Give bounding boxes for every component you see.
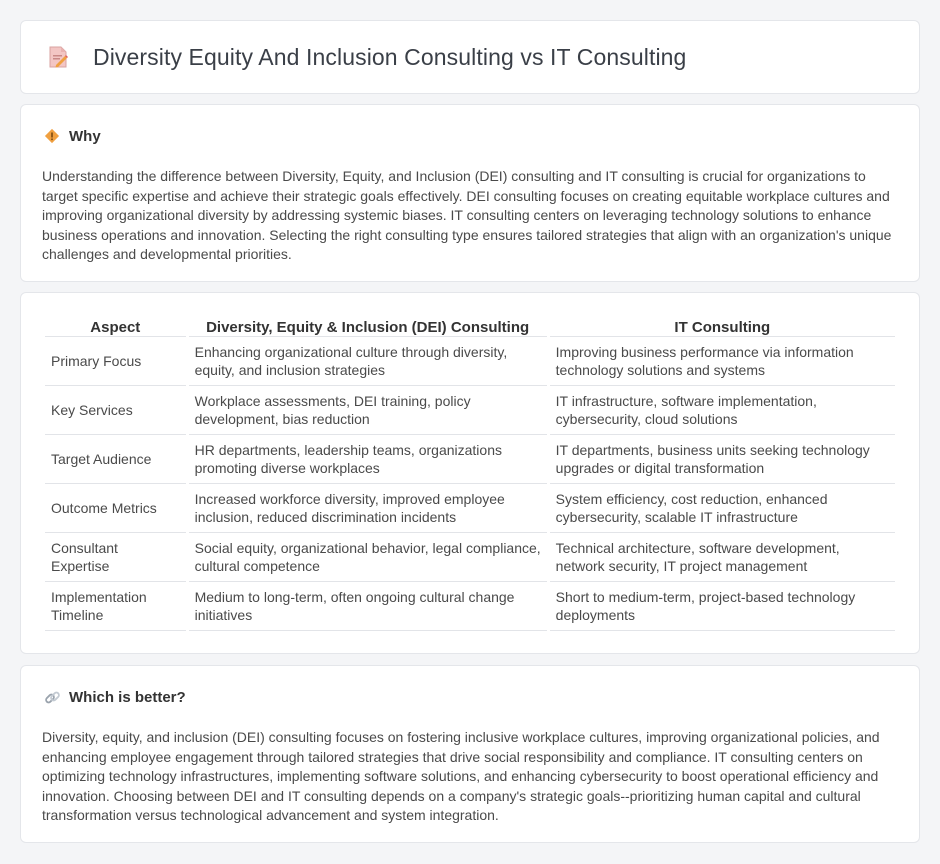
table-row [45,386,895,435]
diamond-signal-icon [43,127,61,145]
better-heading-row [43,688,186,706]
table-row [45,435,895,484]
cell-aspect: Outcome Metrics [45,484,186,533]
cell-dei: Enhancing organizational culture through diversity, equity, and inclusion strategies [189,337,547,386]
cell-it: Improving business performance via information technology solutions and systems [550,337,895,386]
cell-aspect: Consultant Expertise [45,533,186,582]
cell-dei: HR departments, leadership teams, organizations promoting diverse workplaces [189,435,547,484]
document-edit-icon [47,43,69,71]
table-row [45,582,895,631]
cell-aspect: Primary Focus [45,337,186,386]
better-paragraph: Diversity, equity, and inclusion (DEI) consulting focuses on fostering inclusive workplace cultures, improving organizational policies, and enhancing employee engagement through tailored strategies that drive social responsibility and compliance. IT consulting centers on optimizing technology infrastructures, implementing software solutions, and enhancing cybersecurity to boost operational efficiency and innovation. Choosing between DEI and IT consulting depends on a company's strategic goals--prioritizing human capital and cultural transformation versus technological advancement and system integration. [42,729,880,824]
table-row [45,337,895,386]
table-row [45,484,895,533]
table-header-row [45,315,895,337]
link-icon [43,688,61,706]
page-title: Diversity Equity And Inclusion Consulting vs IT Consulting [93,43,687,70]
cell-dei: Increased workforce diversity, improved employee inclusion, reduced discrimination incidents [189,484,547,533]
cell-dei: Medium to long-term, often ongoing cultural change initiatives [189,582,547,631]
title-card [20,20,920,94]
why-heading: Why [69,127,101,145]
cell-dei: Social equity, organizational behavior, legal compliance, cultural competence [189,533,547,582]
cell-it: System efficiency, cost reduction, enhanced cybersecurity, scalable IT infrastructure [550,484,895,533]
comparison-table [42,315,898,631]
which-better-section [20,665,920,843]
cell-dei: Workplace assessments, DEI training, policy development, bias reduction [189,386,547,435]
header-dei: Diversity, Equity & Inclusion (DEI) Consulting [189,315,547,337]
why-section [20,104,920,282]
comparison-section [20,292,920,654]
header-it: IT Consulting [550,315,895,337]
table-row [45,533,895,582]
cell-aspect: Key Services [45,386,186,435]
cell-it: Short to medium-term, project-based technology deployments [550,582,895,631]
why-heading-row [43,127,101,145]
cell-it: IT departments, business units seeking technology upgrades or digital transformation [550,435,895,484]
cell-it: IT infrastructure, software implementation, cybersecurity, cloud solutions [550,386,895,435]
cell-aspect: Implementation Timeline [45,582,186,631]
header-aspect: Aspect [45,315,186,337]
cell-aspect: Target Audience [45,435,186,484]
why-paragraph: Understanding the difference between Diversity, Equity, and Inclusion (DEI) consulting and IT consulting is crucial for organizations to target specific expertise and achieve their strategic goals effectively. DEI consulting focuses on creating equitable workplace cultures and improving organizational diversity by addressing systemic biases. IT consulting centers on leveraging technology solutions to enhance business operations and innovation. Selecting the right consulting type ensures tailored strategies that align with an organization's unique challenges and developmental priorities. [42,168,892,263]
title-row [47,43,686,71]
cell-it: Technical architecture, software development, network security, IT project management [550,533,895,582]
better-heading: Which is better? [69,688,186,706]
